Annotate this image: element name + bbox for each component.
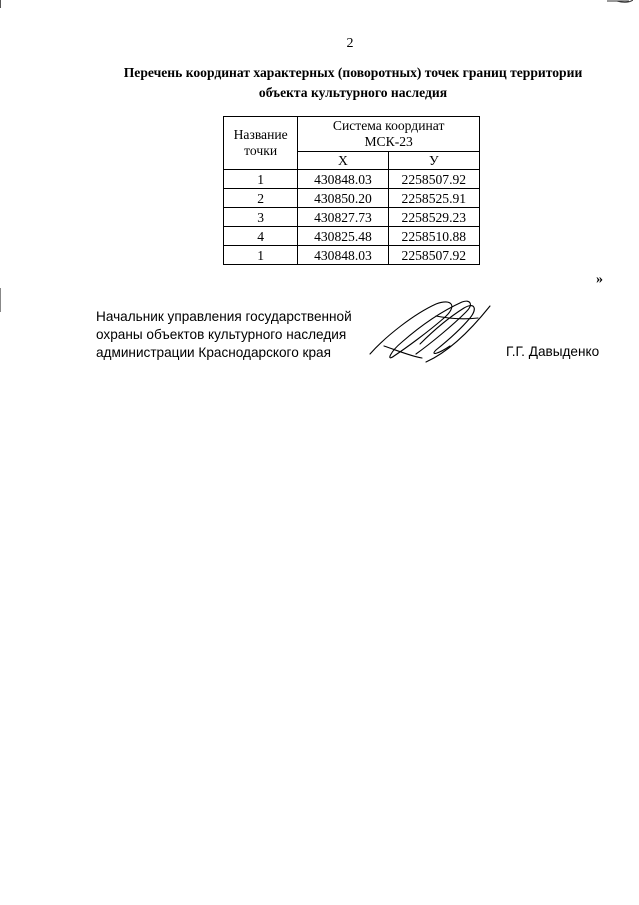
cell-y: 2258525.91 [388, 189, 479, 208]
cell-x: 430825.48 [298, 227, 388, 246]
title-line-2: объекта культурного наследия [258, 85, 448, 100]
table-row [224, 246, 480, 265]
cell-point: 3 [224, 208, 298, 227]
cell-y: 2258529.23 [388, 208, 479, 227]
header-y: У [388, 151, 479, 169]
signer-position-line: охраны объектов культурного наследия [96, 327, 347, 342]
cell-y: 2258510.88 [388, 227, 479, 246]
title-line-1: Перечень координат характерных (поворотных) точек границ территории [123, 65, 583, 80]
signer-position-line: Начальник управления государственной [96, 309, 352, 324]
scan-corner-mark [607, 0, 633, 6]
signer-position-line: администрации Краснодарского края [96, 345, 331, 360]
header-x: X [298, 151, 388, 169]
cell-x: 430850.20 [298, 189, 388, 208]
coordinates-table [223, 116, 480, 265]
cell-point: 4 [224, 227, 298, 246]
table-row [224, 170, 480, 189]
scan-edge-mark [0, 0, 1, 8]
cell-y: 2258507.92 [388, 246, 479, 265]
cell-x: 430827.73 [298, 208, 388, 227]
signer-name: Г.Г. Давыденко [506, 344, 600, 359]
cell-point: 2 [224, 189, 298, 208]
table-row [224, 208, 480, 227]
header-coordinate-system: Система координат МСК-23 [298, 117, 480, 152]
cell-y: 2258507.92 [388, 170, 479, 189]
cell-point: 1 [224, 246, 298, 265]
table-row [224, 189, 480, 208]
cell-x: 430848.03 [298, 246, 388, 265]
header-point-name: Название точки [224, 117, 298, 170]
handwritten-signature-icon [366, 296, 496, 368]
cell-x: 430848.03 [298, 170, 388, 189]
cell-point: 1 [224, 170, 298, 189]
document-title [0, 63, 639, 103]
closing-quote: » [596, 272, 603, 287]
page-number: 2 [346, 36, 354, 51]
table-row [224, 227, 480, 246]
scan-edge-mark [0, 288, 1, 312]
signer-position [96, 308, 352, 362]
